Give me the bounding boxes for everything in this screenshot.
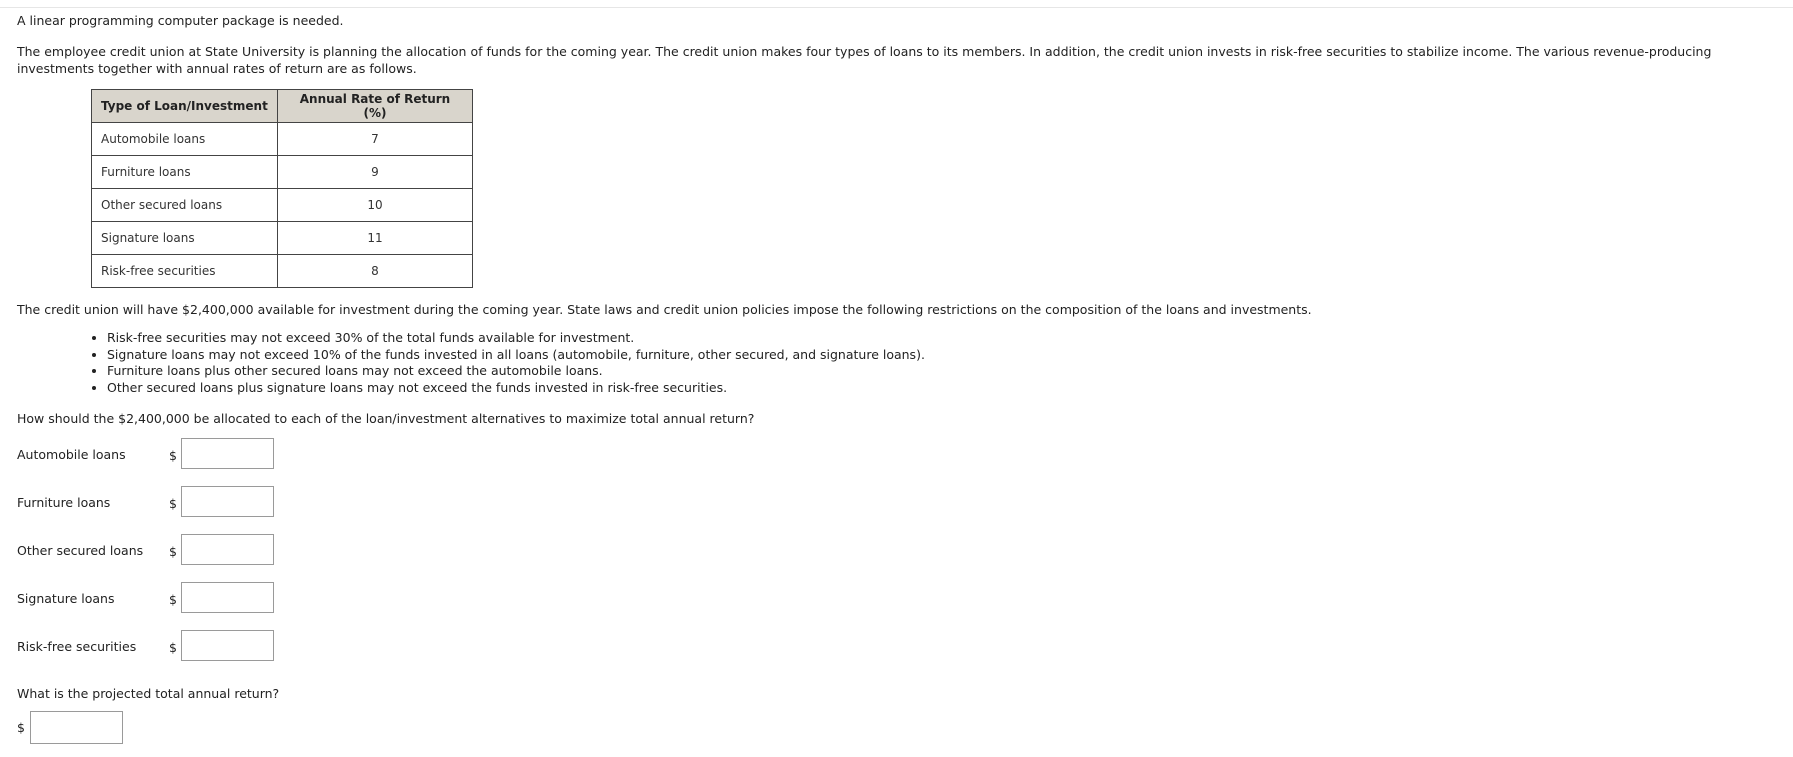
table-cell-type: Other secured loans (92, 189, 278, 222)
currency-symbol: $ (169, 496, 177, 511)
furniture-loans-input[interactable] (181, 486, 274, 517)
total-return-input[interactable] (30, 711, 123, 744)
table-cell-type: Automobile loans (92, 123, 278, 156)
allocation-question: How should the $2,400,000 be allocated to each of the loan/investment alternatives to maximize total annual return? (17, 411, 755, 426)
table-cell-rate: 11 (278, 222, 473, 255)
risk-free-securities-input[interactable] (181, 630, 274, 661)
currency-symbol: $ (169, 544, 177, 559)
table-row (92, 222, 473, 255)
table-row (92, 156, 473, 189)
table-cell-rate: 10 (278, 189, 473, 222)
table-cell-type: Signature loans (92, 222, 278, 255)
intro-text: A linear programming computer package is needed. (17, 13, 344, 28)
table-row (92, 189, 473, 222)
restriction-item: • Risk-free securities may not exceed 30% of the total funds available for investment. (107, 330, 925, 347)
total-return-question: What is the projected total annual return? (17, 686, 280, 701)
table-cell-type: Furniture loans (92, 156, 278, 189)
other-secured-loans-label: Other secured loans (17, 543, 144, 558)
top-divider (0, 7, 1793, 8)
table-header-row (92, 90, 473, 123)
table-row (92, 255, 473, 288)
restriction-item: • Signature loans may not exceed 10% of the funds invested in all loans (automobile, furniture, other secured, and signature loans). (107, 347, 925, 364)
restriction-item: • Furniture loans plus other secured loans may not exceed the automobile loans. (107, 363, 925, 380)
table-cell-rate: 9 (278, 156, 473, 189)
currency-symbol: $ (169, 592, 177, 607)
other-secured-loans-input[interactable] (181, 534, 274, 565)
column-header-type: Type of Loan/Investment (92, 90, 278, 123)
column-header-rate: Annual Rate of Return (%) (278, 90, 473, 123)
table-cell-rate: 7 (278, 123, 473, 156)
rates-table (91, 89, 473, 288)
table-row (92, 123, 473, 156)
risk-free-securities-label: Risk-free securities (17, 639, 137, 654)
restrictions-list (90, 330, 925, 397)
table-cell-rate: 8 (278, 255, 473, 288)
signature-loans-label: Signature loans (17, 591, 115, 606)
problem-paragraph: The employee credit union at State University is planning the allocation of funds for the coming year. The credit union makes four types of loans to its members. In addition, the credit union invests in risk-free securities to stabilize income. The various revenue-producing investments together with annual rates of return are as follows. (17, 44, 1712, 76)
table-cell-type: Risk-free securities (92, 255, 278, 288)
furniture-loans-label: Furniture loans (17, 495, 111, 510)
automobile-loans-input[interactable] (181, 438, 274, 469)
signature-loans-input[interactable] (181, 582, 274, 613)
restriction-item: • Other secured loans plus signature loans may not exceed the funds invested in risk-free securities. (107, 380, 925, 397)
currency-symbol: $ (17, 720, 25, 735)
currency-symbol: $ (169, 640, 177, 655)
automobile-loans-label: Automobile loans (17, 447, 126, 462)
available-funds-text: The credit union will have $2,400,000 available for investment during the coming year. State laws and credit union policies impose the following restrictions on the composition of the loans and investments. (17, 302, 1312, 317)
currency-symbol: $ (169, 448, 177, 463)
